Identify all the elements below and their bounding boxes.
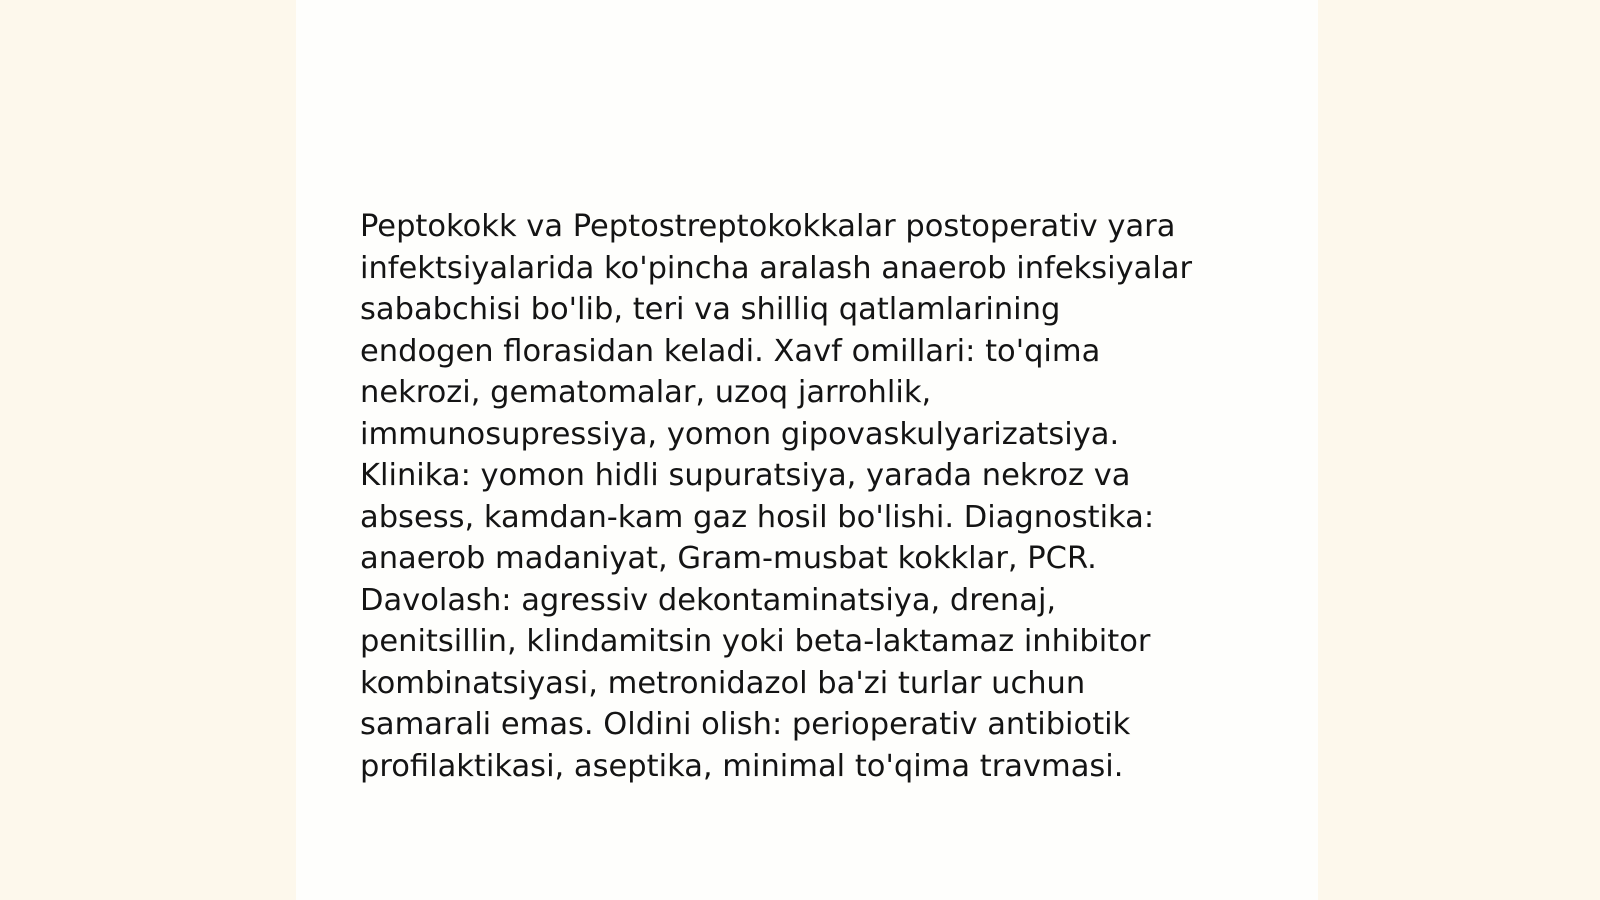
paragraph-line-1: Peptokokk va Peptostreptokokkalar postoperativ yara	[360, 209, 1176, 244]
document-page	[296, 0, 1318, 900]
paragraph-line-5: nekrozi, gematomalar, uzoq jarrohlik,	[360, 375, 932, 410]
paragraph-line-11: penitsillin, klindamitsin yoki beta-laktamaz inhibitor	[360, 624, 1151, 659]
paragraph-line-6: immunosupressiya, yomon gipovaskulyarizatsiya.	[360, 416, 1120, 452]
paragraph-line-8: absess, kamdan-kam gaz hosil bo'lishi. Diagnostika:	[360, 499, 1155, 535]
paragraph-line-10: Davolash: agressiv dekontaminatsiya, drenaj,	[360, 582, 1057, 618]
paragraph-line-14: profilaktikasi, aseptika, minimal to'qima travmasi.	[360, 748, 1124, 784]
paragraph-line-2: infektsiyalarida ko'pincha aralash anaerob infeksiyalar	[360, 250, 1193, 286]
body-paragraph	[360, 206, 1260, 787]
paragraph-line-3: sababchisi bo'lib, teri va shilliq qatlamlarining	[360, 292, 1061, 327]
paragraph-line-12: kombinatsiyasi, metronidazol ba'zi turlar uchun	[360, 665, 1086, 701]
paragraph-line-7: Klinika: yomon hidli supuratsiya, yarada nekroz va	[360, 458, 1131, 493]
paragraph-line-9: anaerob madaniyat, Gram-musbat kokklar, PCR.	[360, 541, 1097, 576]
paragraph-line-13: samarali emas. Oldini olish: perioperativ antibiotik	[360, 707, 1131, 742]
paragraph-line-4: endogen florasidan keladi. Xavf omillari: to'qima	[360, 333, 1101, 369]
